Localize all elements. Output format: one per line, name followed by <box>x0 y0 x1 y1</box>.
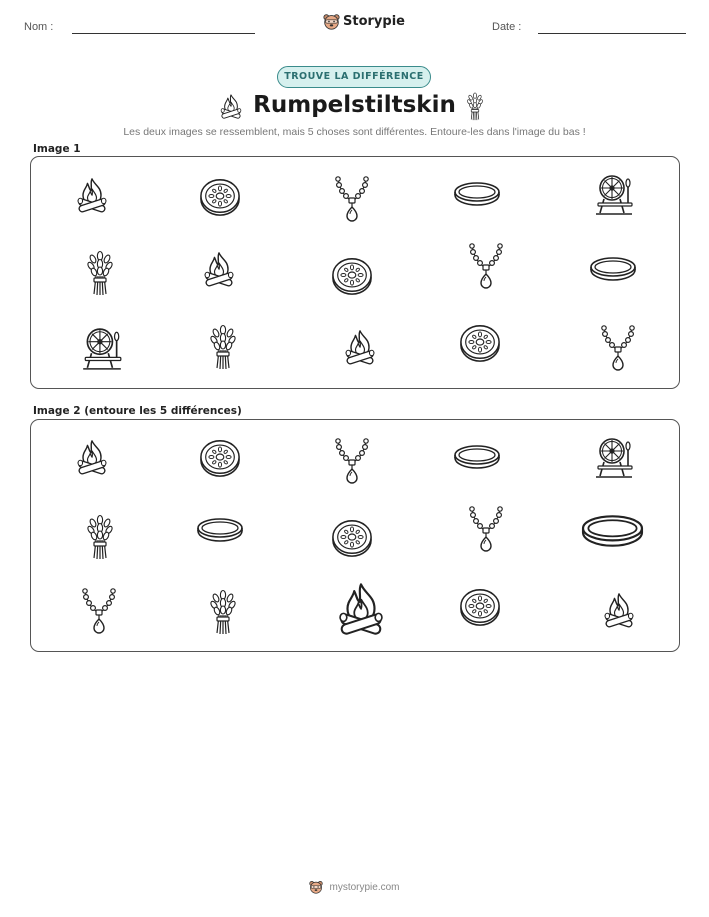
instructions-text: Les deux images se ressemblent, mais 5 choses sont différentes. Entoure-les dans l'image du bas ! <box>123 126 586 138</box>
campfire-icon <box>342 327 378 369</box>
page-title: Rumpelstiltskin <box>253 92 456 118</box>
wheat-icon <box>205 589 241 637</box>
necklace-icon <box>81 586 117 636</box>
necklace-icon <box>468 241 504 291</box>
bear-logo-icon <box>309 880 323 894</box>
image1-label: Image 1 <box>33 143 81 155</box>
necklace-icon <box>468 504 504 554</box>
footer <box>0 880 709 894</box>
coin-icon <box>327 255 377 297</box>
spinning-wheel-icon <box>592 173 636 217</box>
campfire-icon <box>74 437 110 479</box>
campfire-icon <box>334 580 388 640</box>
storypie-logo <box>323 13 405 30</box>
coin-icon <box>195 176 245 218</box>
campfire-icon <box>201 249 237 291</box>
coin-icon <box>195 437 245 479</box>
name-label: Nom : <box>24 21 54 33</box>
coin-icon <box>327 517 377 559</box>
spinning-wheel-icon <box>592 436 636 480</box>
name-field-line[interactable] <box>72 33 255 34</box>
footer-url[interactable]: mystorypie.com <box>329 881 400 893</box>
ring-icon <box>195 516 245 544</box>
ring-icon <box>452 180 502 208</box>
ring-icon <box>579 512 646 550</box>
activity-badge: TROUVE LA DIFFÉRENCE <box>277 66 431 88</box>
date-field-line[interactable] <box>538 33 686 34</box>
spinning-wheel-icon <box>79 326 125 372</box>
campfire-icon <box>74 176 110 216</box>
necklace-icon <box>600 323 636 373</box>
bear-logo-icon <box>323 13 340 30</box>
coin-icon <box>455 586 505 628</box>
ring-icon <box>452 443 502 471</box>
brand-name: Storypie <box>343 14 405 29</box>
campfire-icon <box>601 590 637 632</box>
wheat-icon <box>205 324 241 372</box>
ring-icon <box>588 255 638 283</box>
necklace-icon <box>334 436 370 486</box>
coin-icon <box>455 322 505 364</box>
wheat-icon <box>463 92 487 122</box>
date-label: Date : <box>492 21 522 33</box>
wheat-icon <box>82 514 118 562</box>
wheat-icon <box>82 250 118 298</box>
image2-label: Image 2 (entoure les 5 différences) <box>33 405 242 417</box>
necklace-icon <box>334 174 370 224</box>
